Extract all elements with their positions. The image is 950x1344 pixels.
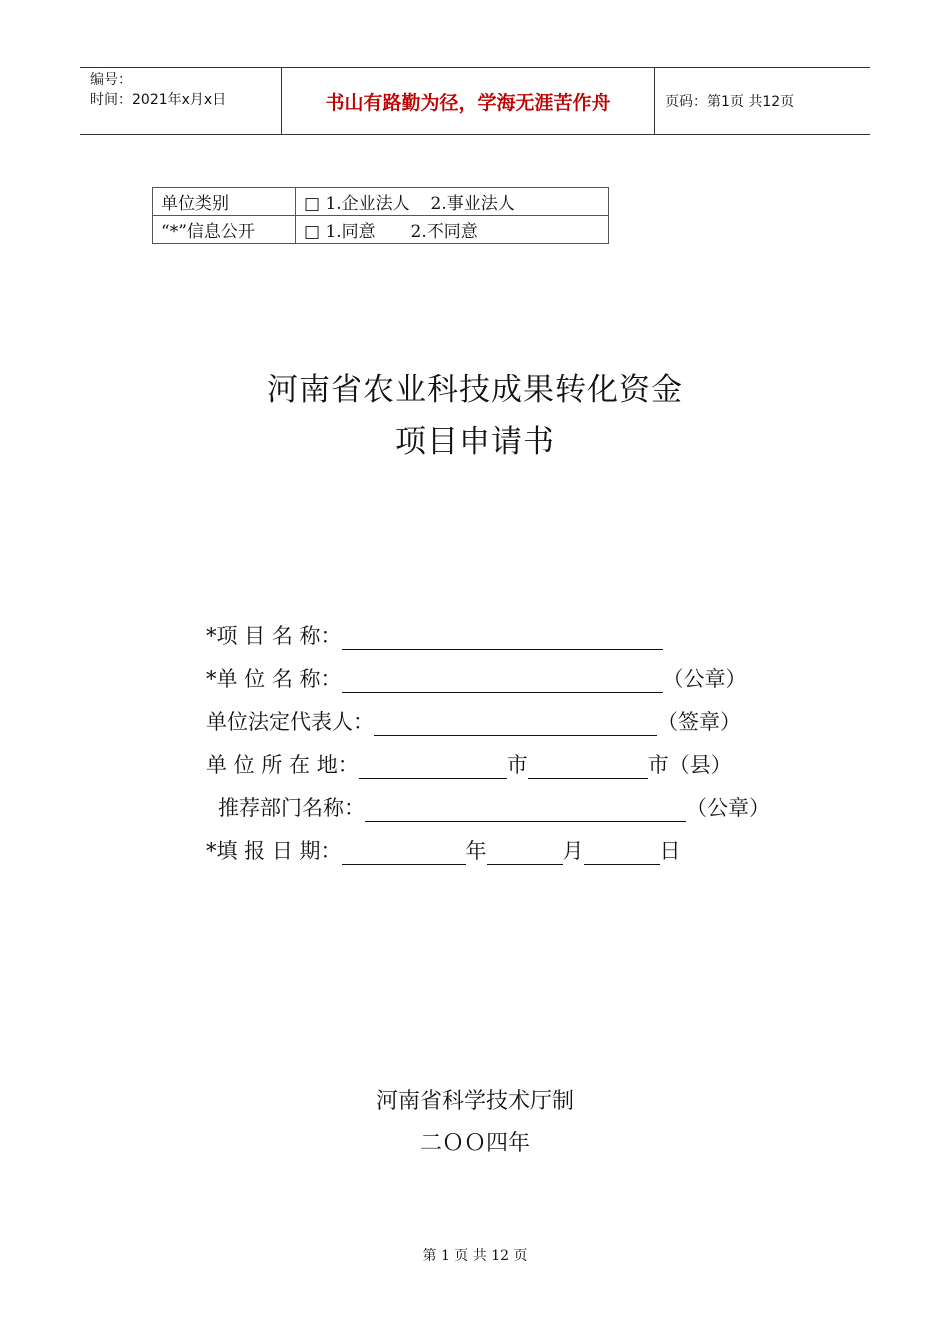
unit-name-suffix: （公章） <box>662 667 747 691</box>
form-row-fill-date <box>206 835 770 878</box>
issuer-year: 二ＯＯ四年 <box>419 1131 530 1156</box>
form-row-location <box>206 749 770 792</box>
header-motto: 书山有路勤为径，学海无涯苦作舟 <box>282 68 655 134</box>
form-row-legal-rep <box>206 706 770 749</box>
unit-type-key: 单位类别 <box>153 188 296 216</box>
legal-rep-suffix: （签章） <box>657 710 741 734</box>
disclosure-option-1[interactable]: □ 1.同意 <box>304 222 376 242</box>
disclosure-value <box>296 216 609 244</box>
disclosure-key: “*”信息公开 <box>153 216 296 244</box>
table-row <box>153 216 609 244</box>
form-row-recommend-dept <box>206 792 770 835</box>
year-unit: 年 <box>465 839 487 863</box>
location-county-unit: 市（县） <box>647 753 732 777</box>
month-blank[interactable] <box>487 838 563 865</box>
day-blank[interactable] <box>584 838 660 865</box>
application-form <box>206 620 770 878</box>
unit-name-label: *单 位 名 称： <box>206 667 342 691</box>
table-row <box>153 188 609 216</box>
page-footer: 第 1 页 共 12 页 <box>422 1248 528 1264</box>
unit-type-option-1[interactable]: □ 1.企业法人 <box>304 194 410 214</box>
info-table <box>152 187 609 244</box>
time-label: 时间：2021年x月x日 <box>90 92 227 108</box>
month-unit: 月 <box>562 839 584 863</box>
recommend-dept-suffix: （公章） <box>686 796 770 820</box>
project-name-blank[interactable] <box>342 623 663 650</box>
form-row-project-name <box>206 620 770 663</box>
legal-rep-label: 单位法定代表人： <box>206 710 374 734</box>
recommend-dept-label: 推荐部门名称： <box>218 796 365 820</box>
document-subtitle: 项目申请书 <box>395 424 555 460</box>
year-blank[interactable] <box>342 838 466 865</box>
legal-rep-blank[interactable] <box>374 709 657 736</box>
form-row-unit-name <box>206 663 770 706</box>
fill-date-label: *填 报 日 期： <box>206 839 342 863</box>
day-unit: 日 <box>659 839 681 863</box>
location-city-unit: 市 <box>506 753 528 777</box>
number-label: 编号： <box>90 72 132 88</box>
location-county-blank[interactable] <box>528 752 648 779</box>
document-title: 河南省农业科技成果转化资金 <box>267 372 683 408</box>
issuer-org: 河南省科学技术厅制 <box>375 1089 574 1114</box>
location-label: 单 位 所 在 地： <box>206 753 359 777</box>
header-meta <box>80 68 282 134</box>
header-page-label: 页码：第1页 共12页 <box>665 94 795 110</box>
recommend-dept-blank[interactable] <box>365 795 686 822</box>
unit-type-value <box>296 188 609 216</box>
location-city-blank[interactable] <box>359 752 507 779</box>
project-name-label: *项 目 名 称： <box>206 624 342 648</box>
unit-type-option-2[interactable]: 2.事业法人 <box>430 194 515 214</box>
disclosure-option-2[interactable]: 2.不同意 <box>410 222 478 242</box>
unit-name-blank[interactable] <box>342 666 663 693</box>
document-header <box>80 67 870 135</box>
